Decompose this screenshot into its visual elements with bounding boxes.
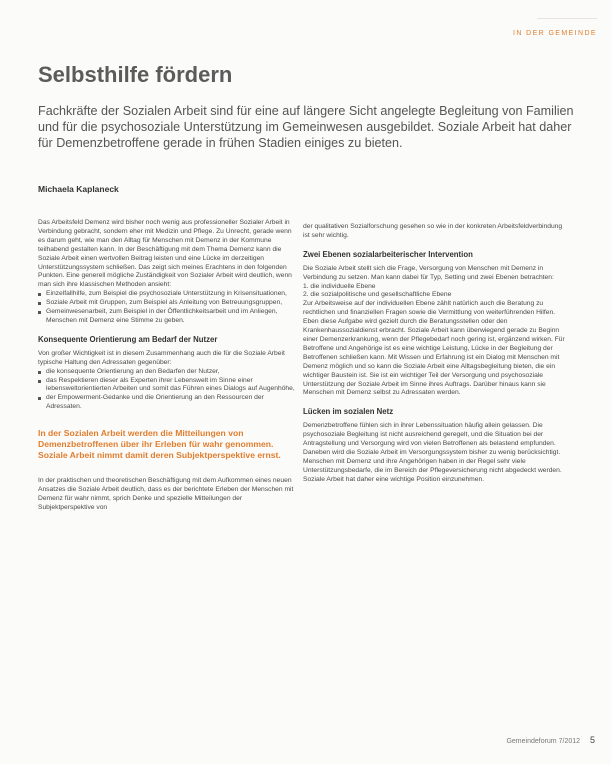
paragraph: der qualitativen Sozialforschung gesehen so wie in der konkreten Arbeitsfeldverbindung ist sehr wichtig. <box>303 223 563 239</box>
paragraph: Von großer Wichtigkeit ist in diesem Zusammenhang auch die für die Soziale Arbeit typische Haltung den Adressaten gegenüber: <box>38 349 285 366</box>
issue-number: 7/2012 <box>558 738 581 745</box>
methods-list <box>38 290 300 326</box>
levels-list: 1. die individuelle Ebene 2. die sozialpolitische und gesellschaftliche Ebene <box>303 282 452 299</box>
left-column <box>38 219 300 513</box>
section-tag: IN DER GEMEINDE <box>512 30 597 37</box>
page-footer <box>506 735 595 745</box>
author-name: Michaela Kaplaneck <box>38 184 119 194</box>
paragraph: Das Arbeitsfeld Demenz wird bisher noch wenig aus professioneller Sozialer Arbeit in Verbindung gebracht, sondern eher mit Medizin und Pflege. Zu Unrecht, gerade wenn es darum geht, wie man den Alltag für Menschen mit Demenz in der Kommune teilhabend gestalten kann. In der Beschäftigung mit dem Thema Demenz kann die Soziale Arbeit einen wertvollen Beitrag leisten und eine Lücke im derzeitigen Unterstützungssystem schließen. Das zeigt sich meines Erachtens in den folgenden Punkten. Eine generell mögliche Zuständigkeit von Sozialer Arbeit wird deutlich, wenn man sich ihre klassischen Methoden ansieht: <box>38 219 292 289</box>
list-item: Einzelfallhilfe, zum Beispiel die psychosoziale Unterstützung in Krisensituationen, <box>38 290 300 299</box>
paragraph: Die Soziale Arbeit stellt sich die Frage, Versorgung von Menschen mit Demenz in Verbindung zu setzen. Man kann dabei für Typ, Setting und zwei Ebenen betrachten: <box>303 264 554 281</box>
magazine-name: Gemeindeforum <box>506 738 557 745</box>
lead-paragraph: Fachkräfte der Sozialen Arbeit sind für eine auf längere Sicht angelegte Begleitung von Familien und für die psychosoziale Unterstützung im Gemeinwesen ausgebildet. Soziale Arbeit hat daher für Demenzbetroffene gerade in frühen Stadien einiges zu bieten. <box>38 104 574 150</box>
paragraph: Zur Arbeitsweise auf der individuellen Ebene zählt natürlich auch die Beratung zu rechtlichen und finanziellen Fragen sowie die Vermittlung von weiterführenden Hilfen. Eben diese Aufgabe wird gezielt durch die Beratungsstellen oder den Krankenhaussozialdienst erbracht. Soziale Arbeit kann überwiegend gerade zu Beginn einer Demenzerkrankung, wenn der Pflegebedarf noch gering ist, ergänzend wirken. Für Betroffene und Angehörige ist es eine wichtige Leistung, Lücke in der Begleitung der Betroffenen schließen kann. Mit Wissen und Erfahrung ist ein Dialog mit Menschen mit Demenz möglich und so kann die Soziale Arbeit eine Alltagsbegleitung bieten, die ein wichtiger Baustein ist. Sie ist ein wichtiger Teil der Versorgung und psychosoziale Unterstützung der Soziale Arbeit im Sinne ihres Auftrags. Darüber hinaus kann sie Menschen mit Demenz selbst zu Adressaten werden. <box>303 300 565 397</box>
attitude-list <box>38 368 300 413</box>
page-number: 5 <box>589 735 595 745</box>
subheading: Lücken im sozialen Netz <box>303 407 394 417</box>
list-item: das Respektieren dieser als Experten ihrer Lebenswelt im Sinne einer lebensweltorientierten Arbeiten und somit das Führen eines Dialogs auf Augenhöhe, <box>38 377 300 395</box>
pull-quote: In der Sozialen Arbeit werden die Mitteilungen von Demenzbetroffenen über ihr Erleben für wahr genommen. Soziale Arbeit nimmt damit deren Subjektperspektive ernst. <box>38 428 281 461</box>
list-item: Soziale Arbeit mit Gruppen, zum Beispiel als Anleitung von Betreuungsgruppen, <box>38 299 300 308</box>
list-item: die konsequente Orientierung an den Bedarfen der Nutzer, <box>38 368 300 377</box>
right-column <box>303 223 565 485</box>
subheading: Konsequente Orientierung am Bedarf der Nutzer <box>38 334 218 344</box>
paragraph: Demenzbetroffene fühlen sich in ihrer Lebenssituation häufig allein gelassen. Die psychosoziale Begleitung ist nicht ausreichend geregelt, und die Situation bei der Antragstellung und Versorgung wird von vielen Betroffenen als belastend empfunden. Daneben wird die Soziale Arbeit im Versorgungssystem bisher zu wenig berücksichtigt. Menschen mit Demenz und ihre Angehörigen haben in der Regel sehr viele Unterstützungsbedarfe, die im Bereich der Pflegeversicherung nicht abgedeckt werden. Soziale Arbeit hat daher eine wichtige Position einzunehmen. <box>303 422 562 483</box>
subheading: Zwei Ebenen sozialarbeiterischer Intervention <box>303 249 473 259</box>
paragraph: In der praktischen und theoretischen Beschäftigung mit dem Aufkommen eines neuen Ansatzes die Soziale Arbeit deutlich, dass es der berichtete Erleben der Menschen mit Demenz für wahr nimmt, sprich Denke und spezielle Mitteilungen der Subjektperspektive von <box>38 477 294 511</box>
article-title: Selbsthilfe fördern <box>38 62 233 87</box>
header-rule <box>537 18 597 19</box>
list-item: Gemeinwesenarbeit, zum Beispiel in der Öffentlichkeitsarbeit und im Anliegen, Menschen mit Demenz eine Stimme zu geben. <box>38 308 300 326</box>
list-item: der Empowerment-Gedanke und die Orientierung an den Ressourcen der Adressaten. <box>38 394 300 412</box>
